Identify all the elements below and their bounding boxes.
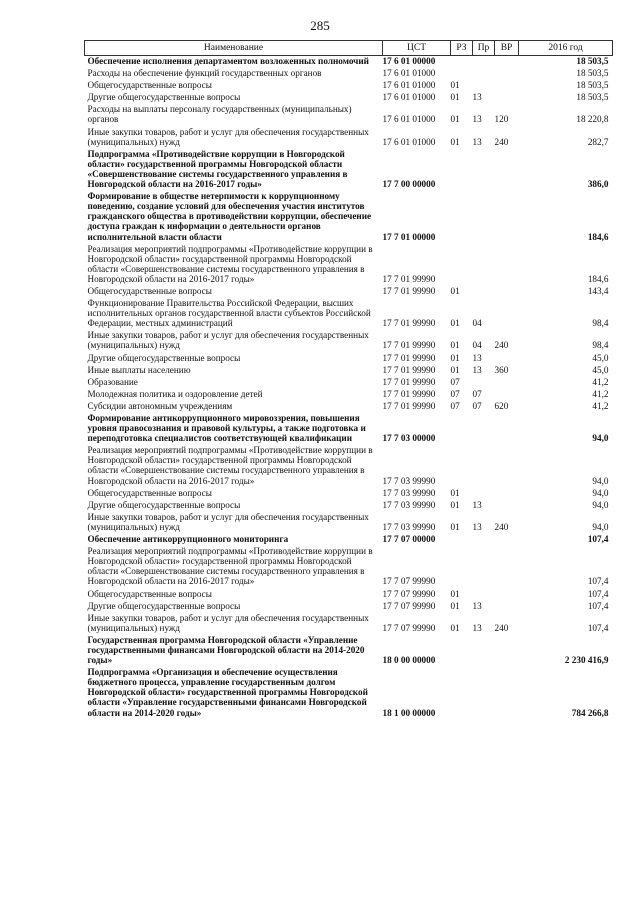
- table-row: [85, 377, 613, 389]
- cell-rz: [451, 413, 473, 445]
- cell-pr: [473, 377, 495, 389]
- header-vr: ВР: [495, 41, 519, 56]
- cell-vr: [495, 149, 519, 191]
- cell-pr: [473, 546, 495, 588]
- cell-cst: 17 7 01 99990: [382, 285, 436, 296]
- cell-cst: 17 7 03 99990: [382, 521, 436, 532]
- cell-vr: [495, 589, 519, 601]
- cell-sum: 94,0: [592, 521, 609, 532]
- table-row: [85, 589, 613, 601]
- table-row: [85, 365, 613, 377]
- cell-rz: [451, 244, 473, 286]
- cell-pr: 07: [472, 388, 482, 399]
- cell-name: Общегосударственные вопросы: [87, 80, 212, 91]
- cell-sum: 143,4: [587, 285, 609, 296]
- cell-rz: [451, 667, 473, 719]
- cell-vr: [495, 445, 519, 487]
- cell-name: Обеспечение антикоррупционного мониторинга: [87, 534, 289, 545]
- cell-sum: 784 266,8: [571, 707, 609, 718]
- cell-name: Общегосударственные вопросы: [87, 588, 212, 599]
- cell-pr: [473, 191, 495, 243]
- table-row: [85, 353, 613, 365]
- cell-sum: 94,0: [592, 499, 609, 510]
- cell-pr: [473, 635, 495, 667]
- cell-sum: 2 230 416,9: [564, 655, 609, 666]
- cell-cst: 17 7 01 99990: [382, 318, 436, 329]
- table-row: [85, 534, 613, 546]
- cell-vr: [495, 413, 519, 445]
- cell-cst: 17 7 07 99990: [382, 588, 436, 599]
- cell-sum: 18 503,5: [576, 68, 609, 79]
- cell-pr: 13: [472, 600, 482, 611]
- cell-cst: 17 7 01 99990: [382, 364, 436, 375]
- cell-vr: 360: [494, 364, 509, 375]
- table-row: [85, 601, 613, 613]
- cell-sum: 94,0: [592, 475, 609, 486]
- table-row: [85, 401, 613, 413]
- table-row: [85, 149, 613, 191]
- cell-name: Другие общегосударственные вопросы: [87, 499, 241, 510]
- cell-cst: 17 7 01 99990: [382, 376, 436, 387]
- cell-sum: 98,4: [592, 318, 609, 329]
- cell-vr: [495, 377, 519, 389]
- cell-cst: 17 6 01 00000: [382, 56, 436, 66]
- cell-cst: 17 7 01 99990: [382, 400, 436, 411]
- cell-vr: 620: [494, 400, 509, 411]
- cell-name: Общегосударственные вопросы: [87, 285, 212, 296]
- cell-sum: 18 503,5: [576, 80, 609, 91]
- cell-pr: [473, 413, 495, 445]
- cell-sum: 107,4: [587, 534, 609, 545]
- cell-rz: 01: [450, 80, 460, 91]
- cell-pr: [473, 56, 495, 69]
- cell-cst: 17 7 07 99990: [382, 600, 436, 611]
- cell-rz: [451, 445, 473, 487]
- cell-vr: [495, 191, 519, 243]
- table-row: [85, 635, 613, 667]
- cell-vr: 240: [494, 521, 509, 532]
- cell-rz: 01: [450, 352, 460, 363]
- cell-pr: 13: [472, 364, 482, 375]
- cell-cst: 17 7 01 99990: [382, 340, 436, 351]
- cell-name: Иные выплаты населению: [87, 364, 191, 375]
- cell-rz: 01: [450, 364, 460, 375]
- table-row: [85, 298, 613, 330]
- cell-vr: [495, 546, 519, 588]
- table-row: [85, 613, 613, 635]
- table-row: [85, 104, 613, 126]
- table-header-row: [85, 41, 613, 56]
- cell-sum: 386,0: [587, 179, 609, 190]
- table-row: [85, 546, 613, 588]
- cell-vr: [495, 68, 519, 80]
- cell-name: Расходы на обеспечение функций государственных органов: [87, 68, 322, 79]
- cell-vr: [495, 92, 519, 104]
- cell-sum: 45,0: [592, 364, 609, 375]
- cell-sum: 18 220,8: [576, 114, 609, 125]
- cell-pr: 13: [472, 622, 482, 633]
- cell-sum: 107,4: [587, 600, 609, 611]
- cell-vr: [495, 601, 519, 613]
- cell-vr: [495, 298, 519, 330]
- cell-pr: 13: [472, 521, 482, 532]
- cell-name: Другие общегосударственные вопросы: [87, 352, 241, 363]
- cell-rz: [451, 68, 473, 80]
- cell-vr: [495, 286, 519, 298]
- cell-pr: 13: [472, 499, 482, 510]
- cell-rz: [451, 191, 473, 243]
- cell-vr: [495, 80, 519, 92]
- table-row: [85, 127, 613, 149]
- cell-rz: 01: [450, 114, 460, 125]
- cell-cst: 17 6 01 01000: [382, 80, 436, 91]
- cell-sum: 18 503,5: [576, 92, 609, 103]
- cell-sum: 94,0: [592, 487, 609, 498]
- cell-vr: [495, 56, 519, 69]
- cell-rz: 01: [450, 285, 460, 296]
- budget-table: [84, 40, 613, 720]
- cell-cst: 17 7 03 99990: [382, 487, 436, 498]
- cell-name: Иные закупки товаров, работ и услуг для обеспечения государственных (муниципальных) нужд: [87, 511, 369, 532]
- table-row: [85, 445, 613, 487]
- cell-name: Молодежная политика и оздоровление детей: [87, 388, 263, 399]
- cell-pr: [473, 667, 495, 719]
- cell-name: Иные закупки товаров, работ и услуг для обеспечения государственных (муниципальных) нужд: [87, 126, 369, 147]
- cell-cst: 18 1 00 00000: [382, 707, 436, 718]
- cell-cst: 17 7 03 00000: [382, 433, 436, 444]
- cell-sum: 107,4: [587, 576, 609, 587]
- cell-name: Формирование антикоррупционного мировоззрения, повышения уровня правосознания и правовой культуры, а также подготовка и переподготовка специалистов соответствующей квалификации: [87, 413, 366, 444]
- cell-name: Формирование в обществе нетерпимости к коррупционному поведению, создание условий для обеспечения участия институтов гражданского общества в противодействии коррупции, обеспечение доступа граждан к информации о деятельности органов исполнительной власти области: [87, 191, 372, 242]
- cell-vr: 240: [494, 136, 509, 147]
- cell-name: Иные закупки товаров, работ и услуг для обеспечения государственных (муниципальных) нужд: [87, 612, 369, 633]
- header-year: 2016 год: [519, 41, 613, 56]
- cell-vr: [495, 635, 519, 667]
- cell-rz: [451, 534, 473, 546]
- header-pr: Пр: [473, 41, 495, 56]
- cell-vr: [495, 244, 519, 286]
- cell-pr: 13: [472, 92, 482, 103]
- cell-name: Общегосударственные вопросы: [87, 487, 212, 498]
- cell-pr: 04: [472, 340, 482, 351]
- cell-pr: [473, 68, 495, 80]
- page-number: 285: [310, 18, 330, 33]
- cell-cst: 17 7 07 99990: [382, 576, 436, 587]
- cell-sum: 94,0: [592, 433, 609, 444]
- cell-pr: 13: [472, 114, 482, 125]
- cell-name: Реализация мероприятий подпрограммы «Противодействие коррупции в Новгородской области» государственной программы Новгородской области «Совершенствование системы государственного управления в Новгородской области на 2016-2017 годы»: [87, 546, 373, 587]
- cell-rz: 01: [450, 318, 460, 329]
- cell-cst: 17 7 01 99990: [382, 352, 436, 363]
- cell-cst: 17 6 01 01000: [382, 136, 436, 147]
- cell-vr: [495, 534, 519, 546]
- cell-pr: [473, 488, 495, 500]
- cell-pr: [473, 286, 495, 298]
- cell-cst: 18 0 00 00000: [382, 655, 436, 666]
- cell-cst: 17 7 03 99990: [382, 475, 436, 486]
- cell-vr: 240: [494, 340, 509, 351]
- cell-name: Иные закупки товаров, работ и услуг для обеспечения государственных (муниципальных) нужд: [87, 330, 369, 351]
- cell-vr: 240: [494, 622, 509, 633]
- cell-rz: [451, 635, 473, 667]
- cell-sum: 98,4: [592, 340, 609, 351]
- cell-name: Субсидии автономным учреждениям: [87, 400, 233, 411]
- cell-sum: 41,2: [592, 400, 609, 411]
- table-row: [85, 667, 613, 719]
- cell-name: Реализация мероприятий подпрограммы «Противодействие коррупции в Новгородской области» государственной программы Новгородской области «Совершенствование системы государственного управления в Новгородской области на 2016-2017 годы»: [87, 445, 373, 486]
- table-row: [85, 56, 613, 69]
- cell-rz: 01: [450, 588, 460, 599]
- cell-name: Другие общегосударственные вопросы: [87, 600, 241, 611]
- cell-rz: 01: [450, 92, 460, 103]
- header-cst: ЦСТ: [383, 41, 451, 56]
- cell-pr: 07: [472, 400, 482, 411]
- header-name: Наименование: [85, 41, 383, 56]
- cell-name: Образование: [87, 376, 138, 387]
- table-row: [85, 244, 613, 286]
- cell-pr: [473, 80, 495, 92]
- cell-vr: [495, 389, 519, 401]
- cell-pr: [473, 589, 495, 601]
- cell-name: Расходы на выплаты персоналу государственных (муниципальных) органов: [87, 104, 352, 125]
- table-row: [85, 80, 613, 92]
- cell-rz: 01: [450, 340, 460, 351]
- cell-rz: 01: [450, 487, 460, 498]
- cell-cst: 17 6 01 01000: [382, 92, 436, 103]
- header-rz: РЗ: [451, 41, 473, 56]
- cell-rz: 07: [450, 388, 460, 399]
- cell-sum: 184,6: [587, 231, 609, 242]
- cell-rz: [451, 546, 473, 588]
- table-row: [85, 68, 613, 80]
- table-row: [85, 330, 613, 352]
- cell-pr: [473, 149, 495, 191]
- cell-sum: 41,2: [592, 376, 609, 387]
- cell-pr: 04: [472, 318, 482, 329]
- cell-name: Обеспечение исполнения департаментом возложенных полномочий: [87, 56, 369, 66]
- cell-vr: [495, 353, 519, 365]
- cell-name: Реализация мероприятий подпрограммы «Противодействие коррупции в Новгородской области» государственной программы Новгородской области «Совершенствование системы государственного управления в Новгородской области на 2016-2017 годы»: [87, 243, 373, 284]
- cell-rz: 07: [450, 400, 460, 411]
- cell-cst: 17 7 03 99990: [382, 499, 436, 510]
- table-row: [85, 191, 613, 243]
- cell-pr: [473, 534, 495, 546]
- cell-name: Подпрограмма «Противодействие коррупции в Новгородской области» государственной программы Новгородской области «Совершенствование системы государственного управления в Новгородской области на 2016-2017 годы»: [87, 148, 348, 190]
- cell-sum: 107,4: [587, 622, 609, 633]
- table-row: [85, 500, 613, 512]
- cell-rz: 01: [450, 600, 460, 611]
- cell-name: Подпрограмма «Организация и обеспечение осуществления бюджетного процесса, управление государственным долгом Новгородской области» государственной программы Новгородской области «Управление государственными финансами Новгородской области на 2014-2020 годы»: [87, 667, 368, 718]
- table-row: [85, 389, 613, 401]
- cell-sum: 41,2: [592, 388, 609, 399]
- cell-cst: 17 7 07 99990: [382, 622, 436, 633]
- cell-cst: 17 7 01 00000: [382, 231, 436, 242]
- cell-vr: [495, 488, 519, 500]
- table-body: [85, 56, 613, 720]
- cell-pr: 13: [472, 136, 482, 147]
- cell-rz: [451, 56, 473, 69]
- cell-cst: 17 7 07 00000: [382, 534, 436, 545]
- cell-vr: 120: [494, 114, 509, 125]
- cell-vr: [495, 667, 519, 719]
- cell-name: Функционирование Правительства Российской Федерации, высших исполнительных органов государственной власти субъектов Российской Федерации, местных администраций: [87, 298, 371, 329]
- table-row: [85, 488, 613, 500]
- cell-pr: [473, 244, 495, 286]
- cell-rz: 01: [450, 136, 460, 147]
- cell-rz: 01: [450, 499, 460, 510]
- cell-sum: 107,4: [587, 588, 609, 599]
- cell-pr: 13: [472, 352, 482, 363]
- cell-name: Государственная программа Новгородской области «Управление государственными финансами Новгородской области на 2014-2020 годы»: [87, 634, 365, 666]
- cell-sum: 184,6: [587, 273, 609, 284]
- table-row: [85, 286, 613, 298]
- cell-sum: 45,0: [592, 352, 609, 363]
- cell-cst: 17 7 01 99990: [382, 388, 436, 399]
- cell-sum: 18 503,5: [576, 56, 609, 66]
- table-row: [85, 512, 613, 534]
- cell-vr: [495, 500, 519, 512]
- table-row: [85, 413, 613, 445]
- cell-pr: [473, 445, 495, 487]
- cell-rz: 07: [450, 376, 460, 387]
- cell-rz: [451, 149, 473, 191]
- cell-cst: 17 6 01 01000: [382, 114, 436, 125]
- cell-cst: 17 7 01 99990: [382, 273, 436, 284]
- cell-name: Другие общегосударственные вопросы: [87, 92, 241, 103]
- table-row: [85, 92, 613, 104]
- cell-rz: 01: [450, 622, 460, 633]
- cell-rz: 01: [450, 521, 460, 532]
- cell-sum: 282,7: [587, 136, 609, 147]
- cell-cst: 17 6 01 01000: [382, 68, 436, 79]
- cell-cst: 17 7 00 00000: [382, 179, 436, 190]
